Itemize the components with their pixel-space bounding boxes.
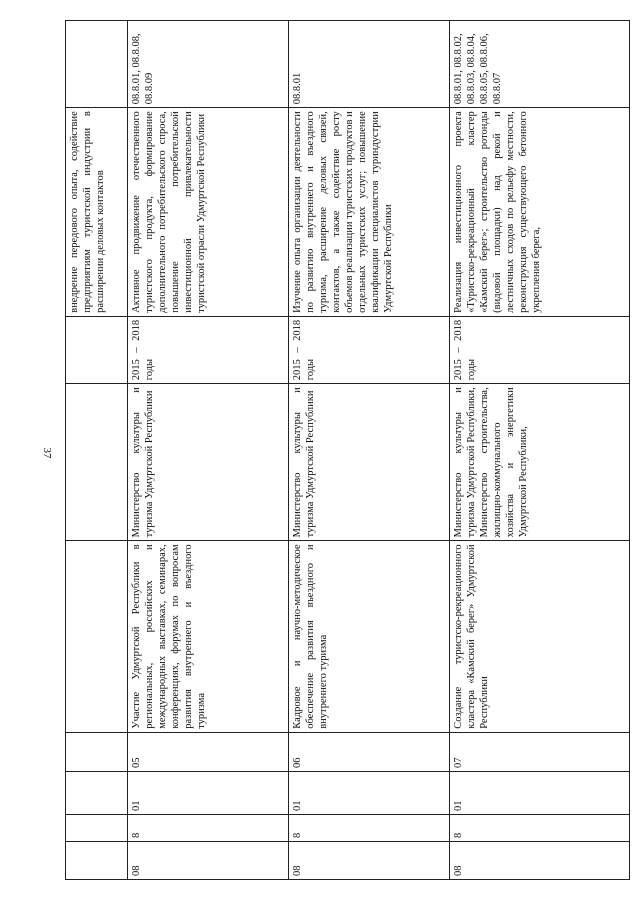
table-row: [66, 21, 128, 880]
cell-m: 06: [289, 732, 450, 771]
cell-pp: [66, 814, 128, 841]
cell-indicators: 08.8.01: [289, 21, 450, 108]
cell-gp: 08: [127, 841, 288, 879]
cell-result: Реализация инвестиционного проекта «Туристско-рекреационный кластер «Камский берег»; строительство ротонды (видовой площадки) над рекой и лестничных сходов по рельефу местности, реконструкция существующего бетонного укрепления берега,: [450, 108, 630, 317]
cell-period: 2015 – 2018 годы: [127, 316, 288, 383]
cell-indicators: 08.8.01, 08.8.08, 08.8.09: [127, 21, 288, 108]
cell-executor: Министерство культуры и туризма Удмуртской Республики: [289, 384, 450, 541]
table-row: [450, 21, 630, 880]
cell-m: 05: [127, 732, 288, 771]
cell-measure-name: Создание туристско-рекреационного кластера «Камский берег» Удмуртской Республики: [450, 541, 630, 732]
cell-pp: 8: [127, 814, 288, 841]
page-number: 37: [41, 447, 53, 459]
cell-m: 07: [450, 732, 630, 771]
cell-measure-name: Участие Удмуртской Республики в региональных, российских и международных выставках, семинарах, конференциях, форумах по вопросам развития внутреннего и въездного туризма: [127, 541, 288, 732]
cell-pp: 8: [289, 814, 450, 841]
cell-period: [66, 316, 128, 383]
cell-indicators: 08.8.01, 08.8.02, 08.8.03, 08.8.04, 08.8.05, 08.8.06, 08.8.07: [450, 21, 630, 108]
cell-executor: Министерство культуры и туризма Удмуртской Республики, Министерство строительства, жилищно-коммунального хозяйства и энергетики Удмуртской Республики,: [450, 384, 630, 541]
cell-gp: 08: [289, 841, 450, 879]
cell-gp: [66, 841, 128, 879]
program-measures-table: [65, 20, 630, 880]
cell-executor: [66, 384, 128, 541]
cell-period: 2015 – 2018 годы: [289, 316, 450, 383]
cell-result: внедрение передового опыта, содействие предприятиям туристской индустрии в расширении деловых контактов: [66, 108, 128, 317]
cell-om: [66, 772, 128, 815]
table-row: [127, 21, 288, 880]
cell-measure-name: [66, 541, 128, 732]
cell-period: 2015 – 2018 годы: [450, 316, 630, 383]
cell-pp: 8: [450, 814, 630, 841]
cell-om: 01: [127, 772, 288, 815]
cell-measure-name: Кадровое и научно-методическое обеспечение развития въездного и внутреннего туризма: [289, 541, 450, 732]
cell-om: 01: [450, 772, 630, 815]
cell-result: Изучение опыта организации деятельности по развитию внутреннего и въездного туризма, расширение деловых связей, контактов, а также содействие росту объемов реализации туристских продуктов и отдельных туристских услуг; повышение квалификации специалистов туриндустрии Удмуртской Республики: [289, 108, 450, 317]
cell-m: [66, 732, 128, 771]
cell-executor: Министерство культуры и туризма Удмуртской Республики: [127, 384, 288, 541]
cell-result: Активное продвижение отечественного туристского продукта, формирование дополнительного потребительского спроса, повышение потребительской инвестиционной привлекательности туристской отрасли Удмуртской Республики: [127, 108, 288, 317]
table-row: [289, 21, 450, 880]
cell-gp: 08: [450, 841, 630, 879]
rotated-table-container: [65, 20, 630, 880]
cell-indicators: [66, 21, 128, 108]
cell-om: 01: [289, 772, 450, 815]
